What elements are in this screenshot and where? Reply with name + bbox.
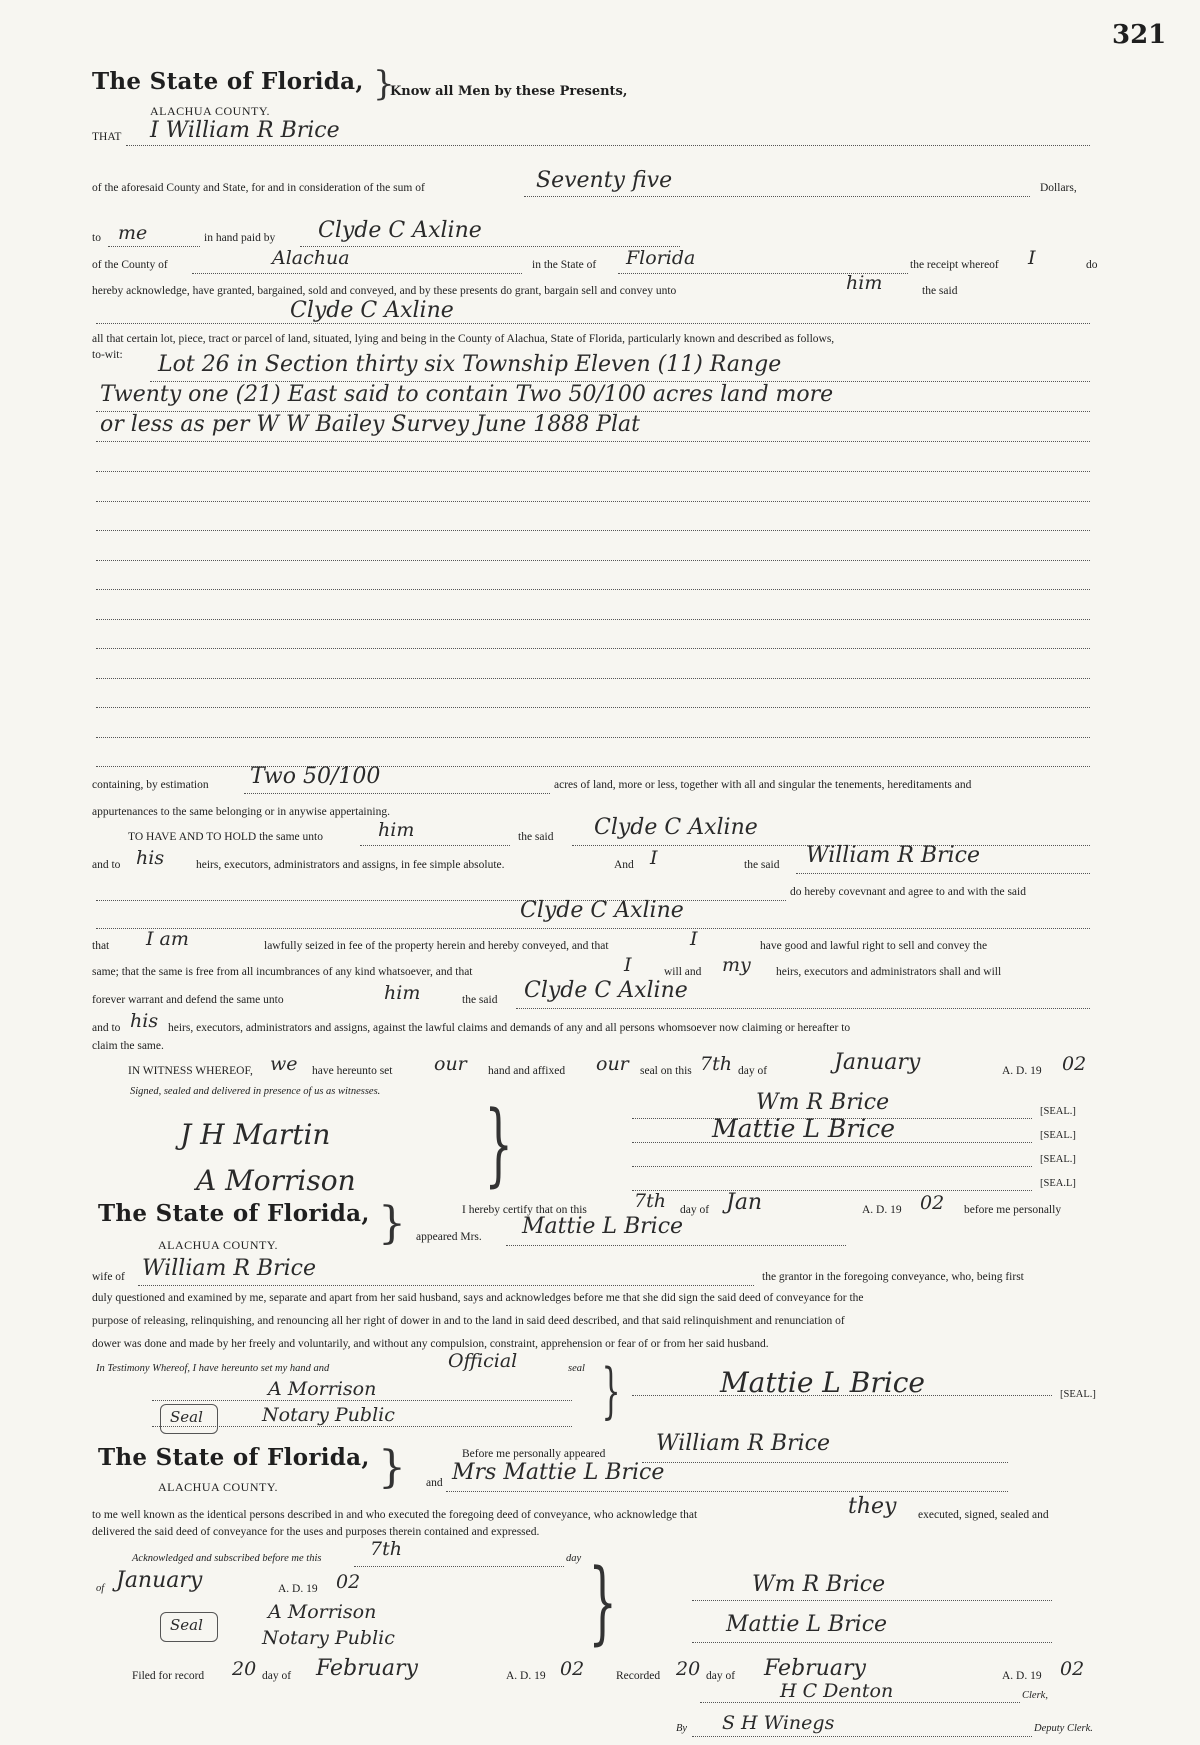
description-line (96, 441, 1090, 442)
ack-signature-2: Mattie L Brice (726, 1612, 888, 1637)
before-me-label: Before me personally appeared (462, 1448, 606, 1460)
will-label: will and (664, 966, 702, 978)
brace: } (378, 1442, 406, 1493)
of-label: of (96, 1583, 105, 1594)
fill-line (524, 196, 1030, 197)
blank-ruled-line (96, 471, 1090, 472)
state-label: in the State of (532, 259, 597, 271)
wife-of-label: wife of (92, 1271, 125, 1283)
grantor-handwriting: I William R Brice (150, 118, 340, 143)
dower-day-handwriting: 7th (634, 1190, 666, 1212)
appurtenances-text: appurtenances to the same belonging or in anywise appertaining. (92, 806, 390, 818)
brace: } (588, 1550, 617, 1655)
will-handwriting: I (624, 954, 632, 976)
blank-ruled-line (96, 589, 1090, 590)
deputy-signature: S H Winegs (722, 1712, 835, 1734)
dower-body-line-1: duly questioned and examined by me, separate and apart from her said husband, says and acknowledges before me that she did sign the said deed of conveyance for the (92, 1292, 864, 1304)
blank-ruled-line (96, 530, 1090, 531)
filed-label: Filed for record (132, 1670, 205, 1682)
our-handwriting: our (434, 1053, 467, 1075)
we-handwriting: we (270, 1053, 298, 1075)
dower-month-handwriting: Jan (726, 1190, 763, 1215)
year-handwriting: 02 (1062, 1053, 1087, 1075)
recorded-day-handwriting: 20 (676, 1658, 701, 1680)
fill-line (300, 246, 680, 247)
blank-ruled-line (96, 501, 1090, 502)
heirs-exec-text: heirs, executors and administrators shall and will (776, 966, 1002, 978)
month-handwriting: January (834, 1050, 921, 1075)
county-heading: ALACHUA COUNTY. (150, 104, 270, 118)
fill-line (138, 1285, 754, 1286)
free-text: same; that the same is free from all incumbrances of any kind whatsoever, and that (92, 966, 473, 978)
filed-year-handwriting: 02 (560, 1658, 585, 1680)
containing-label: containing, by estimation (92, 779, 209, 791)
seal-stamp-handwriting: Seal (170, 1408, 203, 1426)
before-text: before me personally (964, 1204, 1062, 1216)
blank-ruled-line (96, 766, 1090, 767)
habendum-said-label: the said (518, 831, 554, 843)
executed-text: executed, signed, sealed and (918, 1509, 1049, 1521)
and-label: and (426, 1477, 443, 1489)
witness-whereof-label: IN WITNESS WHEREOF, (128, 1065, 253, 1077)
day-of-label: day of (738, 1065, 768, 1077)
habendum-label: TO HAVE AND TO HOLD the same unto (128, 831, 323, 843)
county-label: of the County of (92, 259, 168, 271)
blank-ruled-line (96, 560, 1090, 561)
fill-line (192, 273, 522, 274)
signature-line (692, 1642, 1052, 1643)
do-label: do (1086, 259, 1098, 271)
land-text: all that certain lot, piece, tract or parcel of land, situated, lying and being in the County of Alachua, State of Florida, particularly known and described as follows, (92, 333, 835, 345)
seal-marker: [SEAL.] (1040, 1106, 1076, 1117)
ack-year-handwriting: 02 (336, 1571, 361, 1593)
our-handwriting-2: our (596, 1053, 629, 1075)
recorded-month-handwriting: February (764, 1656, 866, 1681)
ack-month-handwriting: January (116, 1568, 203, 1593)
dower-body-line-2: purpose of releasing, relinquishing, and renouncing all her right of dower in and to the land in said deed described, and that said relinquishment and renunciation of (92, 1315, 845, 1327)
clerk-label: Clerk, (1022, 1690, 1048, 1701)
the-said-label: the said (922, 285, 958, 297)
blank-ruled-line (96, 648, 1090, 649)
dower-day-of-label: day of (680, 1204, 710, 1216)
my-handwriting: my (722, 954, 751, 976)
claim-text: claim the same. (92, 1040, 164, 1052)
state-handwriting: Florida (626, 247, 696, 269)
filed-ad-label: A. D. 19 (506, 1670, 546, 1682)
consideration-text: of the aforesaid County and State, for and in consideration of the sum of (92, 182, 425, 194)
well-known-text: to me well known as the identical persons described in and who executed the foregoing deed of conveyance, who acknowledge that (92, 1509, 698, 1521)
fill-line (700, 1702, 1020, 1703)
warrant-text: forever warrant and defend the same unto (92, 994, 284, 1006)
fill-line (506, 1245, 846, 1246)
that-handwriting: I am (146, 928, 189, 950)
signature-line (692, 1600, 1052, 1601)
ack-county: ALACHUA COUNTY. (158, 1480, 278, 1494)
fill-line (516, 1008, 1090, 1009)
signature-line (152, 1400, 572, 1401)
legal-description-line-3: or less as per W W Bailey Survey June 1888 Plat (100, 412, 640, 437)
fill-line (126, 145, 1090, 146)
unto-handwriting: him (846, 272, 883, 294)
final-handwriting: his (130, 1010, 159, 1032)
fill-line (692, 1736, 1032, 1737)
that-label: THAT (92, 131, 122, 143)
state-title: The State of Florida, (92, 68, 364, 95)
warrant-said-label: the said (462, 994, 498, 1006)
fill-line (96, 323, 1090, 324)
habendum-unto-handwriting: him (378, 819, 415, 841)
recorded-year-handwriting: 02 (1060, 1658, 1085, 1680)
acres-text: acres of land, more or less, together with all and singular the tenements, hereditaments and (554, 779, 972, 791)
fill-line (360, 845, 510, 846)
seal-label: seal on this (640, 1065, 692, 1077)
wife-signature: Mattie L Brice (720, 1366, 925, 1399)
fill-line (796, 873, 1090, 874)
subscribed-text: Acknowledged and subscribed before me this (132, 1553, 322, 1564)
witness-2-signature: A Morrison (196, 1164, 356, 1197)
to-label: to (92, 232, 101, 244)
fill-line (244, 793, 550, 794)
amount-handwriting: Seventy five (536, 168, 673, 193)
final-text: heirs, executors, administrators and assigns, against the lawful claims and demands of any and all persons whomsoever now claiming or hereafter to (168, 1022, 851, 1034)
acres-handwriting: Two 50/100 (250, 764, 381, 789)
fill-line (642, 1462, 1008, 1463)
fill-line (446, 1491, 1008, 1492)
appeared-handwriting-1: William R Brice (656, 1431, 830, 1456)
to-handwriting: me (118, 222, 148, 244)
filed-month-handwriting: February (316, 1656, 418, 1681)
official-handwriting: Official (448, 1350, 518, 1372)
dower-ad-label: A. D. 19 (862, 1204, 902, 1216)
signature-line (632, 1166, 1032, 1167)
habendum-grantee-handwriting: Clyde C Axline (594, 815, 758, 840)
said-label: the said (744, 859, 780, 871)
grantor-signature-2: Mattie L Brice (712, 1114, 895, 1143)
to-wit-label: to-wit: (92, 349, 123, 361)
covenant-text: do hereby covevnant and agree to and with the said (790, 886, 1026, 898)
brace: } (601, 1356, 621, 1426)
and-to-handwriting: his (136, 847, 165, 869)
set-label: have hereunto set (312, 1065, 393, 1077)
appeared-handwriting-2: Mrs Mattie L Brice (452, 1460, 665, 1485)
ack-seal-stamp-handwriting: Seal (170, 1616, 203, 1634)
brace: } (373, 64, 395, 104)
by-label: By (676, 1723, 688, 1734)
ack-notary-signature: A Morrison (268, 1601, 377, 1623)
recorded-label: Recorded (616, 1670, 661, 1682)
grantor-text: the grantor in the foregoing conveyance, who, being first (762, 1271, 1024, 1283)
dower-state-title: The State of Florida, (98, 1200, 370, 1227)
ack-day-handwriting: 7th (370, 1538, 402, 1560)
appeared-label: appeared Mrs. (416, 1231, 482, 1243)
brace: } (378, 1198, 406, 1249)
final-and-to-label: and to (92, 1022, 121, 1034)
know-all-men-heading: Know all Men by these Presents, (390, 84, 628, 99)
notary-title-handwriting: Notary Public (262, 1404, 395, 1426)
delivered-text: delivered the said deed of conveyance for the uses and purposes therein contained and expressed. (92, 1526, 540, 1538)
legal-description-line-1: Lot 26 in Section thirty six Township Eleven (11) Range (158, 352, 782, 377)
testimony-text: In Testimony Whereof, I have hereunto set my hand and (96, 1363, 330, 1374)
dower-year-handwriting: 02 (920, 1192, 945, 1214)
and-label: And (614, 859, 634, 871)
day-handwriting: 7th (700, 1053, 732, 1075)
day-label: day (566, 1553, 582, 1564)
brace: } (484, 1092, 513, 1197)
grantor-signature-1: Wm R Brice (756, 1090, 890, 1115)
signed-sealed-text: Signed, sealed and delivered in presence of us as witnesses. (130, 1086, 381, 1097)
ack-signature-1: Wm R Brice (752, 1572, 886, 1597)
grantee-handwriting: Clyde C Axline (290, 298, 454, 323)
receipt-label: the receipt whereof (910, 259, 999, 271)
blank-ruled-line (96, 707, 1090, 708)
paid-by-label: in hand paid by (204, 232, 276, 244)
deputy-clerk-label: Deputy Clerk. (1034, 1723, 1093, 1734)
that-handwriting-2: I (690, 928, 698, 950)
seized-text: lawfully seized in fee of the property herein and hereby conveyed, and that (264, 940, 609, 952)
blank-ruled-line (96, 678, 1090, 679)
fill-line (96, 928, 1090, 929)
warrant-unto-handwriting: him (384, 982, 421, 1004)
blank-ruled-line (96, 737, 1090, 738)
witness-1-signature: J H Martin (180, 1118, 331, 1151)
ack-ad-label: A. D. 19 (278, 1583, 318, 1595)
and-handwriting: I (650, 847, 658, 869)
wife-handwriting: Mattie L Brice (522, 1214, 684, 1239)
receipt-handwriting: I (1028, 247, 1036, 269)
paid-by-handwriting: Clyde C Axline (318, 218, 482, 243)
fill-line (354, 1566, 564, 1567)
covenantee-handwriting: Clyde C Axline (520, 898, 684, 923)
blank-ruled-line (96, 619, 1090, 620)
filed-day-of-label: day of (262, 1670, 292, 1682)
seal-marker: [SEAL.] (1060, 1389, 1096, 1400)
covenantor-handwriting: William R Brice (806, 843, 980, 868)
recorded-day-of-label: day of (706, 1670, 736, 1682)
seal-word: seal (568, 1363, 585, 1374)
legal-description-line-2: Twenty one (21) East said to contain Two 50/100 acres land more (100, 382, 834, 407)
ad-label: A. D. 19 (1002, 1065, 1042, 1077)
county-handwriting: Alachua (272, 247, 350, 269)
heirs-text: heirs, executors, administrators and assigns, in fee simple absolute. (196, 859, 505, 871)
seal-marker: [SEAL.] (1040, 1130, 1076, 1141)
they-handwriting: they (848, 1494, 897, 1519)
dower-body-line-3: dower was done and made by her freely and voluntarily, and without any compulsion, constraint, apprehension or fear of or from her said husband. (92, 1338, 769, 1350)
signature-line (632, 1190, 1032, 1191)
ack-notary-title: Notary Public (262, 1627, 395, 1649)
clerk-signature: H C Denton (780, 1680, 894, 1702)
dollars-label: Dollars, (1040, 182, 1077, 194)
dower-county: ALACHUA COUNTY. (158, 1238, 278, 1252)
seal-marker: [SEAL.] (1040, 1154, 1076, 1165)
notary-signature: A Morrison (268, 1378, 377, 1400)
warrant-grantee-handwriting: Clyde C Axline (524, 978, 688, 1003)
good-right-text: have good and lawful right to sell and convey the (760, 940, 988, 952)
seal-marker: [SEA.L] (1040, 1178, 1076, 1189)
certify-text: I hereby certify that on this (462, 1204, 587, 1216)
fill-line (108, 246, 200, 247)
hand-label: hand and affixed (488, 1065, 566, 1077)
page-number: 321 (1112, 20, 1167, 50)
ack-state-title: The State of Florida, (98, 1444, 370, 1471)
recorded-ad-label: A. D. 19 (1002, 1670, 1042, 1682)
acknowledge-text: hereby acknowledge, have granted, bargained, sold and conveyed, and by these presents do grant, bargain sell and convey unto (92, 285, 677, 297)
filed-day-handwriting: 20 (232, 1658, 257, 1680)
husband-handwriting: William R Brice (142, 1256, 316, 1281)
that-label-2: that (92, 940, 110, 952)
and-to-label: and to (92, 859, 121, 871)
